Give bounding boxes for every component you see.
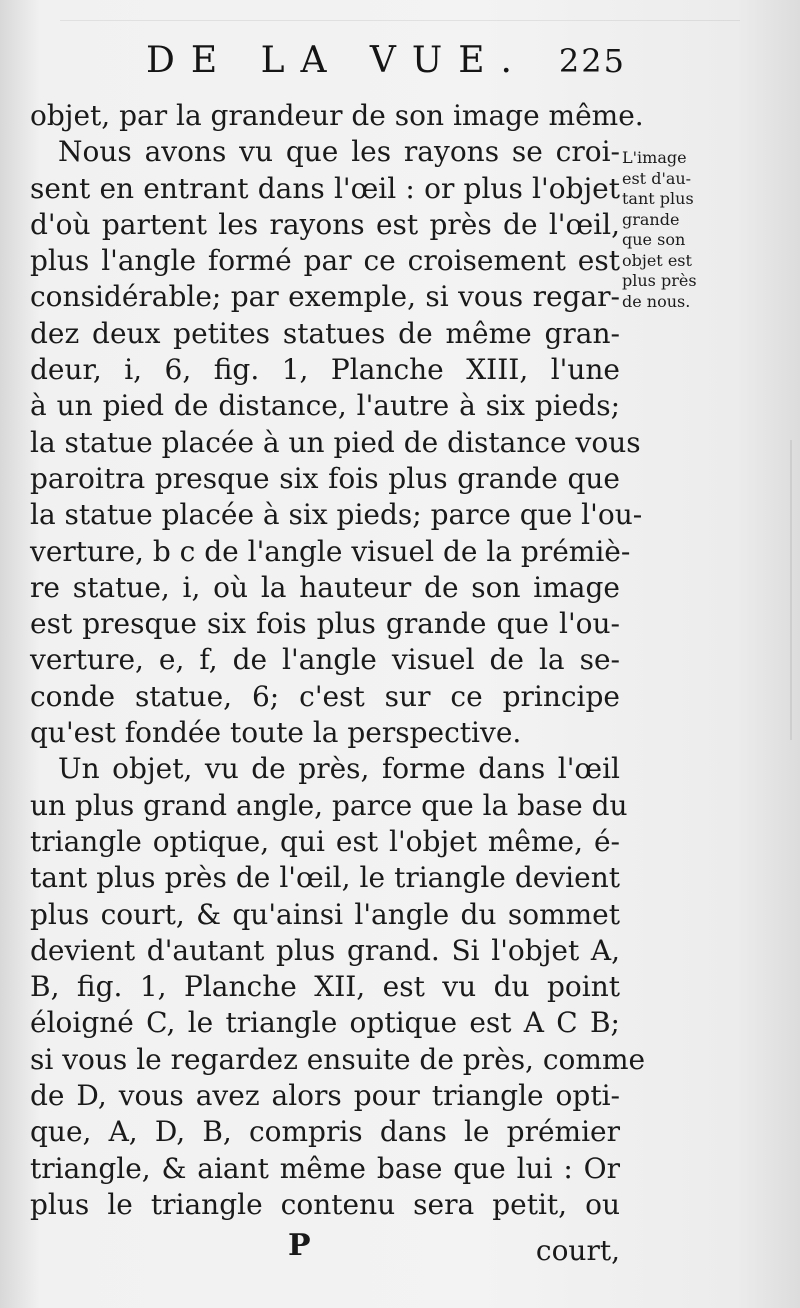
text-line: B, fig. 1, Planche XII, est vu du point <box>30 970 620 1004</box>
margin-note-line: objet est <box>622 250 692 270</box>
margin-note-line: de nous. <box>622 291 691 311</box>
text-line: paroitra presque six fois plus grande que <box>30 461 620 495</box>
text-line: sent en entrant dans l'œil : or plus l'objet <box>30 171 620 205</box>
show-through <box>700 440 792 740</box>
signature-mark: P <box>288 1228 311 1263</box>
text-line: objet, par la grandeur de son image même. <box>30 99 644 132</box>
margin-note-line: est d'au- <box>622 168 692 188</box>
margin-note <box>622 148 712 312</box>
text-line: verture, e, f, de l'angle visuel de la se- <box>30 643 620 677</box>
text-line: Nous avons vu que les rayons se croi- <box>58 135 620 169</box>
text-line: la statue placée à six pieds; parce que l'ou- <box>30 498 643 532</box>
text-line: plus le triangle contenu sera petit, ou <box>30 1187 620 1221</box>
text-line: qu'est fondée toute la perspective. <box>30 716 522 750</box>
text-line: plus court, & qu'ainsi l'angle du sommet <box>30 897 620 931</box>
text-line: si vous le regardez ensuite de près, comme <box>30 1042 646 1076</box>
catchword: court, <box>535 1234 620 1267</box>
running-title: DE LA VUE. <box>146 40 528 81</box>
text-line: plus l'angle formé par ce croisement est <box>30 244 620 278</box>
text-line: à un pied de distance, l'autre à six pieds; <box>30 389 620 423</box>
show-through <box>60 20 740 22</box>
margin-note-line: grande <box>622 209 680 229</box>
text-line: la statue placée à un pied de distance vous <box>30 425 641 459</box>
text-line: est presque six fois plus grande que l'ou- <box>30 607 620 641</box>
text-line: d'où partent les rayons est près de l'œil, <box>30 207 620 241</box>
text-line: deur, i, 6, fig. 1, Planche XIII, l'une <box>30 353 620 387</box>
text-line: conde statue, 6; c'est sur ce principe <box>30 679 620 713</box>
text-line: éloigné C, le triangle optique est A C B; <box>30 1006 620 1040</box>
text-line: considérable; par exemple, si vous regar- <box>30 280 620 314</box>
margin-note-line: tant plus <box>622 189 694 208</box>
body-text <box>30 98 646 1223</box>
text-line: de D, vous avez alors pour triangle opti- <box>30 1079 620 1113</box>
page-footer <box>30 1228 620 1272</box>
text-line: triangle optique, qui est l'objet même, é- <box>30 824 620 858</box>
margin-note-line: que son <box>622 230 686 249</box>
page-header <box>140 40 640 86</box>
page-number: 225 <box>558 42 626 80</box>
text-line: dez deux petites statues de même gran- <box>30 316 620 350</box>
text-line: que, A, D, B, compris dans le prémier <box>30 1115 620 1149</box>
margin-note-line: L'image <box>622 148 687 167</box>
text-line: un plus grand angle, parce que la base du <box>30 788 628 822</box>
text-line: triangle, & aiant même base que lui : Or <box>30 1151 620 1185</box>
margin-note-line: plus près <box>622 271 697 290</box>
text-line: devient d'autant plus grand. Si l'objet A, <box>30 933 620 967</box>
text-line: Un objet, vu de près, forme dans l'œil <box>58 752 620 786</box>
text-line: tant plus près de l'œil, le triangle devient <box>30 861 620 895</box>
text-line: verture, b c de l'angle visuel de la prémiè- <box>30 534 631 568</box>
text-line: re statue, i, où la hauteur de son image <box>30 570 620 604</box>
